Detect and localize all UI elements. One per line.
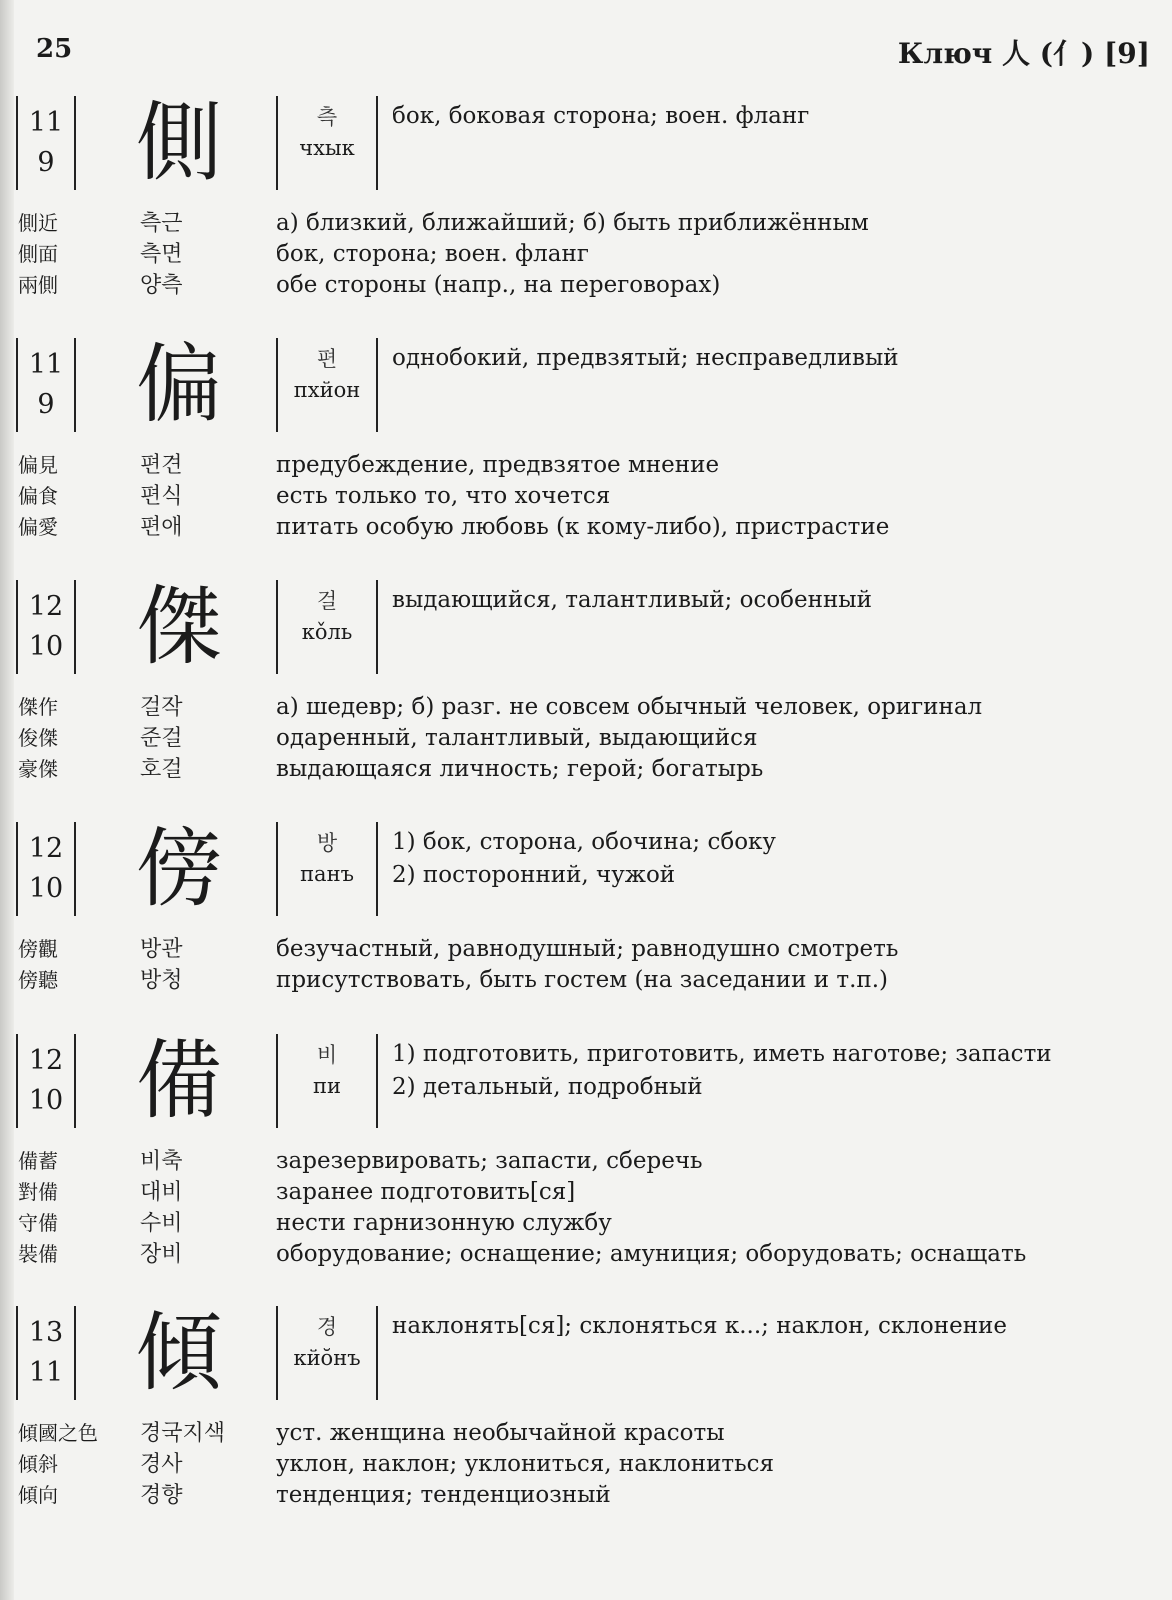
headword-character: 偏 <box>136 335 222 435</box>
meaning-line: 2) детальный, подробный <box>392 1074 703 1100</box>
reading-box <box>276 338 378 432</box>
entry-head <box>0 335 1172 435</box>
reading-hangul: 편 <box>316 347 338 371</box>
compound-hanja: 偏愛 <box>18 515 58 539</box>
reading-hangul: 측 <box>316 105 338 129</box>
dictionary-entry <box>0 1031 1172 1270</box>
compound-meaning: уклон, наклон; уклониться, наклониться <box>276 1451 775 1477</box>
compound-meaning: обе стороны (напр., на переговорах) <box>276 272 721 298</box>
compound-hanja: 裝備 <box>18 1242 58 1266</box>
compound-row <box>0 1480 1172 1511</box>
compound-meaning: присутствовать, быть гостем (на заседании и т.п.) <box>276 967 889 993</box>
reading-box <box>276 1306 378 1400</box>
compound-meaning: предубеждение, предвзятое мнение <box>276 452 720 478</box>
compound-meaning: есть только то, что хочется <box>276 483 611 509</box>
compound-list <box>0 1146 1172 1270</box>
stroke-counts <box>16 822 76 916</box>
compound-meaning: выдающаяся личность; герой; богатырь <box>276 756 764 782</box>
headword-meaning <box>392 826 1152 892</box>
compound-hanja: 傾國之色 <box>18 1421 98 1445</box>
reading-hangul: 비 <box>316 1043 338 1067</box>
entry-head <box>0 1031 1172 1131</box>
stroke-total: 12 <box>28 591 64 622</box>
compound-meaning: зарезервировать; запасти, сберечь <box>276 1148 703 1174</box>
compound-meaning: а) близкий, ближайший; б) быть приближённым <box>276 210 869 236</box>
entry-head <box>0 1303 1172 1403</box>
compound-row <box>0 239 1172 270</box>
reading-cyrillic: чхык <box>299 136 355 160</box>
stroke-extra: 11 <box>28 1357 64 1388</box>
headword-character: 傍 <box>136 819 222 919</box>
compound-meaning: одаренный, талантливый, выдающийся <box>276 725 758 751</box>
compound-hangul: 비축 <box>140 1149 183 1174</box>
compound-hangul: 준걸 <box>140 726 183 751</box>
dictionary-entry <box>0 819 1172 996</box>
stroke-extra: 10 <box>28 1085 64 1116</box>
reading-box <box>276 580 378 674</box>
reading-hangul: 방 <box>316 831 338 855</box>
compound-meaning: бок, сторона; воен. фланг <box>276 241 589 267</box>
meaning-line: выдающийся, талантливый; особенный <box>392 587 872 613</box>
reading-cyrillic: пи <box>313 1074 341 1098</box>
compound-hangul: 걸작 <box>140 695 183 720</box>
compound-row <box>0 208 1172 239</box>
page-number: 25 <box>36 34 73 64</box>
stroke-counts <box>16 580 76 674</box>
compound-hanja: 傑作 <box>18 695 58 719</box>
compound-row <box>0 1239 1172 1270</box>
compound-hanja: 傍觀 <box>18 937 58 961</box>
compound-row <box>0 481 1172 512</box>
headword-character: 備 <box>136 1031 222 1131</box>
stroke-total: 12 <box>28 1045 64 1076</box>
reading-box <box>276 96 378 190</box>
meaning-line: 1) подготовить, приготовить, иметь наготове; запасти <box>392 1041 1052 1067</box>
compound-hangul: 방청 <box>140 968 183 993</box>
compound-meaning: нести гарнизонную службу <box>276 1210 612 1236</box>
compound-meaning: заранее подготовить[ся] <box>276 1179 576 1205</box>
compound-list <box>0 934 1172 996</box>
reading-cyrillic: кǒль <box>301 620 353 644</box>
dictionary-entry <box>0 93 1172 301</box>
compound-hangul: 장비 <box>140 1242 183 1267</box>
compound-hanja: 偏食 <box>18 484 58 508</box>
stroke-total: 11 <box>28 107 64 138</box>
compound-hangul: 측근 <box>140 211 183 236</box>
compound-hangul: 호걸 <box>140 757 183 782</box>
compound-hanja: 傾斜 <box>18 1452 58 1476</box>
entry-head <box>0 819 1172 919</box>
stroke-counts <box>16 338 76 432</box>
stroke-extra: 10 <box>28 873 64 904</box>
compound-hanja: 守備 <box>18 1211 58 1235</box>
compound-row <box>0 754 1172 785</box>
compound-row <box>0 450 1172 481</box>
reading-box <box>276 1034 378 1128</box>
compound-meaning: питать особую любовь (к кому-либо), пристрастие <box>276 514 890 540</box>
compound-list <box>0 692 1172 785</box>
compound-hanja: 偏見 <box>18 453 58 477</box>
compound-row <box>0 270 1172 301</box>
compound-row <box>0 934 1172 965</box>
compound-meaning: оборудование; оснащение; амуниция; оборудовать; оснащать <box>276 1241 1027 1267</box>
compound-meaning: а) шедевр; б) разг. не совсем обычный человек, оригинал <box>276 694 983 720</box>
headword-character: 傾 <box>136 1303 222 1403</box>
headword-meaning <box>392 584 1152 617</box>
dictionary-entry <box>0 577 1172 785</box>
headword-meaning <box>392 342 1152 375</box>
compound-hangul: 경국지색 <box>140 1421 226 1446</box>
reading-hangul: 걸 <box>316 589 338 613</box>
meaning-line: 2) посторонний, чужой <box>392 862 676 888</box>
compound-row <box>0 1449 1172 1480</box>
headword-character: 傑 <box>136 577 222 677</box>
reading-box <box>276 822 378 916</box>
reading-cyrillic: пхйон <box>293 378 361 402</box>
compound-meaning: уст. женщина необычайной красоты <box>276 1420 725 1446</box>
entry-head <box>0 93 1172 193</box>
reading-cyrillic: панъ <box>300 862 354 886</box>
reading-hangul: 경 <box>316 1315 338 1339</box>
compound-row <box>0 1208 1172 1239</box>
compound-list <box>0 208 1172 301</box>
headword-meaning <box>392 1038 1152 1104</box>
compound-row <box>0 512 1172 543</box>
headword-meaning <box>392 100 1152 133</box>
stroke-extra: 9 <box>37 147 55 178</box>
compound-row <box>0 965 1172 996</box>
compound-hanja: 側近 <box>18 211 58 235</box>
compound-meaning: тенденция; тенденциозный <box>276 1482 611 1508</box>
radical-title: Ключ 人 (亻) [9] <box>897 37 1150 70</box>
stroke-extra: 9 <box>37 389 55 420</box>
stroke-extra: 10 <box>28 631 64 662</box>
compound-row <box>0 723 1172 754</box>
compound-hangul: 수비 <box>140 1211 183 1236</box>
compound-hanja: 備蓄 <box>18 1149 58 1173</box>
stroke-total: 11 <box>28 349 64 380</box>
page-header <box>28 28 1150 68</box>
stroke-counts <box>16 1034 76 1128</box>
stroke-total: 12 <box>28 833 64 864</box>
compound-list <box>0 450 1172 543</box>
compound-hangul: 대비 <box>140 1180 183 1205</box>
compound-hanja: 側面 <box>18 242 58 266</box>
meaning-line: 1) бок, сторона, обочина; сбоку <box>392 829 776 855</box>
compound-hangul: 측면 <box>140 242 183 267</box>
compound-hangul: 편애 <box>140 515 183 540</box>
meaning-line: бок, боковая сторона; воен. фланг <box>392 103 810 129</box>
compound-hanja: 兩側 <box>18 273 58 297</box>
dictionary-entry <box>0 335 1172 543</box>
compound-hangul: 양측 <box>140 273 183 298</box>
headword-meaning <box>392 1310 1152 1343</box>
compound-hanja: 傾向 <box>18 1483 58 1507</box>
compound-hanja: 對備 <box>18 1180 58 1204</box>
compound-hangul: 편식 <box>140 484 183 509</box>
meaning-line: наклонять[ся]; склоняться к...; наклон, склонение <box>392 1313 1007 1339</box>
compound-hangul: 경향 <box>140 1483 183 1508</box>
compound-row <box>0 692 1172 723</box>
dictionary-entry <box>0 1303 1172 1511</box>
compound-hangul: 방관 <box>140 937 183 962</box>
entry-head <box>0 577 1172 677</box>
compound-hanja: 傍聽 <box>18 968 58 992</box>
stroke-counts <box>16 96 76 190</box>
stroke-total: 13 <box>28 1317 64 1348</box>
compound-hanja: 俊傑 <box>18 726 58 750</box>
stroke-counts <box>16 1306 76 1400</box>
compound-row <box>0 1418 1172 1449</box>
compound-meaning: безучастный, равнодушный; равнодушно смотреть <box>276 936 899 962</box>
compound-row <box>0 1177 1172 1208</box>
meaning-line: однобокий, предвзятый; несправедливый <box>392 345 899 371</box>
reading-cyrillic: кйŏнъ <box>293 1346 361 1370</box>
compound-list <box>0 1418 1172 1511</box>
compound-hanja: 豪傑 <box>18 757 58 781</box>
compound-hangul: 편견 <box>140 453 183 478</box>
compound-row <box>0 1146 1172 1177</box>
compound-hangul: 경사 <box>140 1452 183 1477</box>
headword-character: 側 <box>136 93 222 193</box>
